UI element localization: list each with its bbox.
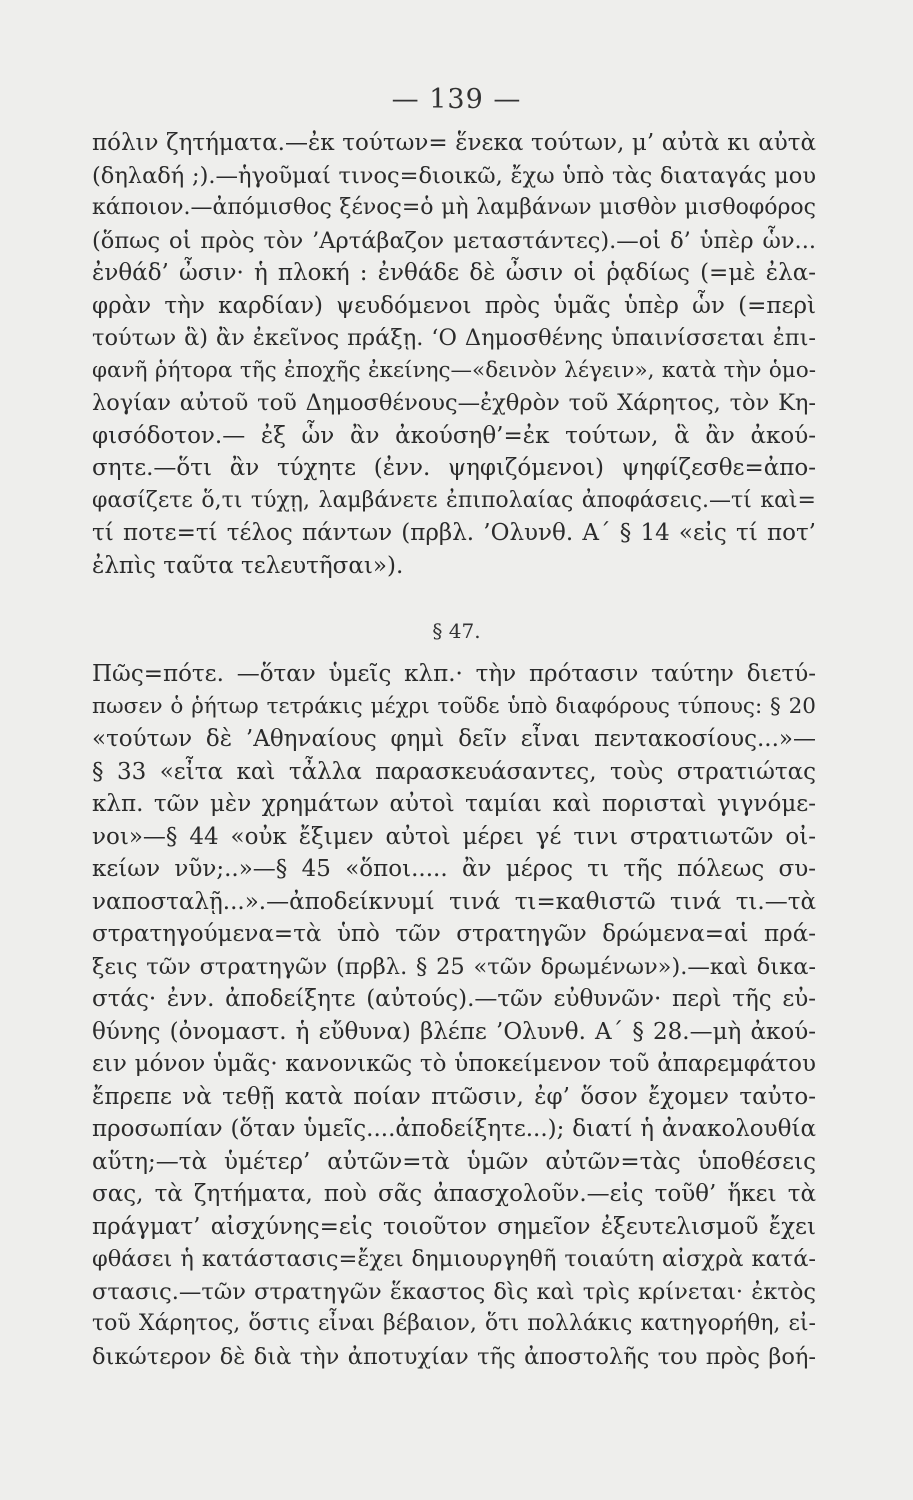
text-line: φισόδοτον.— ἐξ ὧν ἂν ἀκούσηθ’=ἐκ τούτων, ἃ ἂν ἀκού-	[92, 422, 816, 449]
section-heading: § 47.	[432, 619, 481, 643]
text-line: φθάσει ἡ κατάστασις=ἔχει δημιουργηθῆ τοιαύτη αἰσχρὰ κατά-	[92, 1246, 816, 1272]
text-line: πόλιν ζητήματα.—ἐκ τούτων= ἕνεκα τούτων, μ’ αὐτὰ κι αὐτὰ	[92, 130, 816, 156]
text-line: λογίαν αὐτοῦ τοῦ Δημοσθένους—ἐχθρὸν τοῦ Χάρητος, τὸν Κη-	[92, 390, 816, 416]
text-line: στρατηγούμενα=τὰ ὑπὸ τῶν στρατηγῶν δρώμενα=αἱ πρά-	[92, 921, 816, 947]
text-line: δικώτερον δὲ διὰ τὴν ἀποτυχίαν τῆς ἀποστολῆς του πρὸς βοή-	[92, 1343, 816, 1370]
text-line: σας, τὰ ζητήματα, ποὺ σᾶς ἀπασχολοῦν.—εἰς τοῦθ’ ἥκει τὰ	[92, 1181, 816, 1207]
text-line: νοι»—§ 44 «οὐκ ἔξιμεν αὐτοὶ μέρει γέ τινι στρατιωτῶν οἰ-	[92, 823, 816, 850]
text-line: κάποιον.—ἀπόμισθος ξένος=ὁ μὴ λαμβάνων μισθὸν μισθοφόρος	[92, 195, 816, 220]
text-line: προσωπίαν (ὅταν ὑμεῖς....ἀποδείξητε...); διατί ἡ ἀνακολουθία	[92, 1116, 816, 1142]
text-line: φρὰν τὴν καρδίαν) ψευδόμενοι πρὸς ὑμᾶς ὑπὲρ ὧν (=περὶ	[92, 292, 816, 319]
text-line: στάς· ἐνν. ἀποδείξητε (αὐτούς).—τῶν εὐθυνῶν· περὶ τῆς εὐ-	[92, 986, 816, 1012]
text-line: φανῆ ῥήτορα τῆς ἐποχῆς ἐκείνης—«δεινὸν λέγειν», κατὰ τὴν ὁμο-	[92, 357, 816, 383]
text-line: θύνης (ὀνομαστ. ἡ εὔθυνα) βλέπε ’Ολυνθ. Α΄ § 28.—μὴ ἀκού-	[92, 1018, 816, 1045]
text-line: ναποσταλῇ...».—ἀποδείκνυμί τινά τι=καθιστῶ τινά τι.—τὰ	[92, 888, 816, 915]
text-line: κλπ. τῶν μὲν χρημάτων αὐτοὶ ταμίαι καὶ πορισταὶ γιγνόμε-	[92, 791, 816, 817]
text-line: αὕτη;—τὰ ὑμέτερ’ αὐτῶν=τὰ ὑμῶν αὐτῶν=τὰς ὑποθέσεις	[92, 1148, 816, 1175]
text-line: ξεις τῶν στρατηγῶν (πρβλ. § 25 «τῶν δρωμένων»).—καὶ δικα-	[92, 953, 816, 980]
text-line: κείων νῦν;..»—§ 45 «ὅποι..... ἂν μέρος τι τῆς πόλεως συ-	[92, 856, 816, 882]
text-line: (δηλαδή ;).—ἡγοῦμαί τινος=διοικῶ, ἔχω ὑπὸ τὰς διαταγάς μου	[92, 162, 816, 189]
text-line: πράγματ’ αἰσχύνης=εἰς τοιοῦτον σημεῖον ἐξευτελισμοῦ ἔχει	[92, 1213, 816, 1240]
text-line: «τούτων δὲ ’Αθηναίους φημὶ δεῖν εἶναι πεντακοσίους...»—	[92, 726, 816, 752]
text-line: § 33 «εἶτα καὶ τἆλλα παρασκευάσαντες, τοὺς στρατιώτας	[92, 758, 816, 785]
text-line: (ὅπως οἱ πρὸς τὸν ’Αρτάβαζον μεταστάντες).—οἱ δ’ ὑπὲρ ὧν...	[92, 227, 816, 254]
text-line: σητε.—ὅτι ἂν τύχητε (ἐνν. ψηφιζόμενοι) ψηφίζεσθε=ἀπο-	[92, 455, 816, 481]
text-line: ἐλπὶς ταῦτα τελευτῆσαι»).	[92, 552, 404, 579]
text-line: τούτων ἃ) ἂν ἐκεῖνος πράξῃ. ‘Ο Δημοσθένης ὑπαινίσσεται ἐπι-	[92, 325, 816, 351]
text-line: ἔπρεπε νὰ τεθῇ κατὰ ποίαν πτῶσιν, ἐφ’ ὅσον ἔχομεν ταὐτο-	[92, 1083, 816, 1110]
text-line: στασις.—τῶν στρατηγῶν ἕκαστος δὶς καὶ τρὶς κρίνεται· ἐκτὸς	[92, 1278, 816, 1305]
text-line: ειν μόνον ὑμᾶς· κανονικῶς τὸ ὑποκείμενον τοῦ ἀπαρεμφάτου	[92, 1051, 816, 1077]
text-line: τί ποτε=τί τέλος πάντων (πρβλ. ’Ολυνθ. Α΄ § 14 «εἰς τί ποτ’	[92, 520, 816, 546]
text-line: τοῦ Χάρητος, ὅστις εἶναι βέβαιον, ὅτι πολλάκις κατηγορήθη, εἰ-	[92, 1311, 816, 1336]
commentary-block-2	[92, 658, 816, 1373]
text-line: ἐνθάδ’ ὦσιν· ἡ πλοκή : ἐνθάδε δὲ ὦσιν οἱ ῥᾳδίως (=μὲ ἐλα-	[92, 260, 816, 286]
text-line: φασίζετε ὅ,τι τύχῃ, λαμβάνετε ἐπιπολαίας ἀποφάσεις.—τί καὶ=	[92, 487, 816, 513]
text-line: πωσεν ὁ ῥήτωρ τετράκις μέχρι τοῦδε ὑπὸ διαφόρους τύπους: § 20	[92, 693, 816, 719]
text-line: Πῶς=πότε. —ὅταν ὑμεῖς κλπ.· τὴν πρότασιν ταύτην διετύ-	[92, 661, 816, 687]
commentary-block-1	[92, 127, 816, 582]
page-number: — 139 —	[391, 84, 522, 115]
